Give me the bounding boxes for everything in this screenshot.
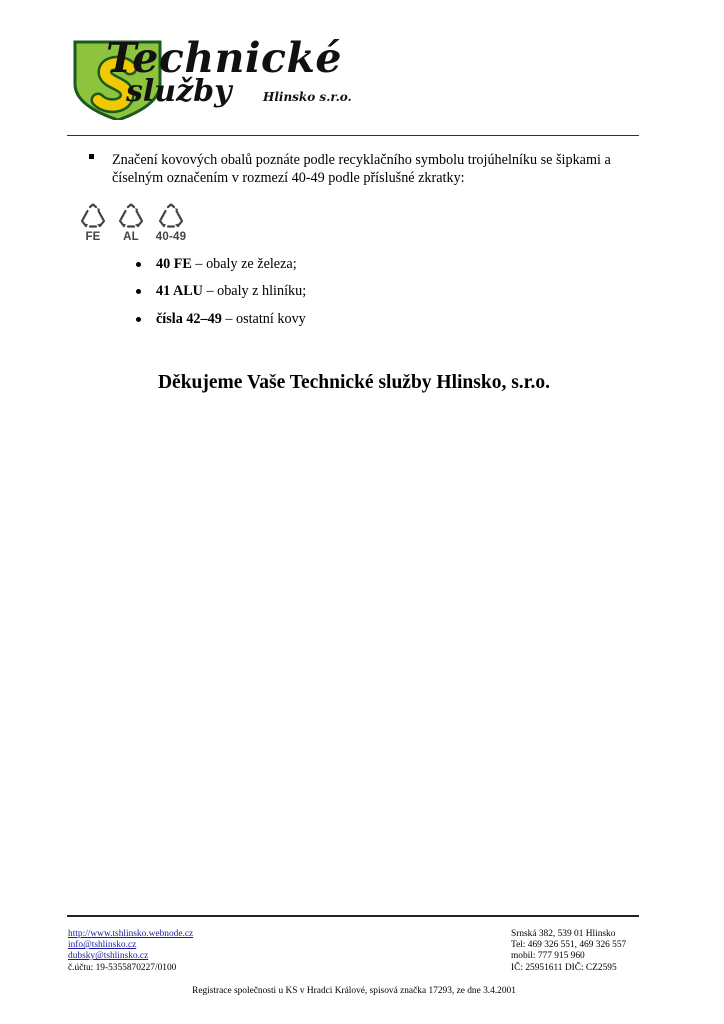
list-item-desc: – ostatní kovy: [221, 311, 306, 327]
company-ids: IČ: 25951611 DIČ: CZ2595: [511, 962, 617, 973]
recycle-label: 40-49: [155, 231, 187, 243]
footer-address: [511, 929, 626, 974]
recycle-symbol-fe: [78, 203, 108, 243]
recycle-symbol-al: [116, 203, 146, 243]
logo-suffix: Hlinsko s.r.o.: [263, 90, 352, 104]
recycle-triangle-icon: [157, 203, 185, 229]
intro-paragraph: Značení kovových obalů poznáte podle recyklačního symbolu trojúhelníku se šipkami a číselným označením v rozmezí 40-49 podle příslušné zkratky:: [112, 152, 611, 186]
recycle-triangle-icon: [117, 203, 145, 229]
list-item-code: 41 ALU: [156, 283, 203, 299]
footer-divider: [67, 915, 639, 917]
mobile-line: mobil: 777 915 960: [511, 951, 585, 962]
header-divider: [67, 135, 639, 136]
thanks-heading: Děkujeme Vaše Technické služby Hlinsko, s.r.o.: [157, 372, 551, 393]
list-item-code: 40 FE: [156, 256, 192, 272]
registration-note: Registrace společnosti u KS v Hradci Králové, spisová značka 17293, ze dne 3.4.2001: [192, 986, 516, 996]
recycle-triangle-icon: [79, 203, 107, 229]
round-bullet-icon: [136, 289, 141, 294]
round-bullet-icon: [136, 262, 141, 267]
logo-word-sluzby: služby: [126, 74, 232, 109]
footer-contacts: [68, 929, 193, 974]
bank-account: č.účtu: 19-5355870227/0100: [68, 962, 177, 973]
dubsky-email-link[interactable]: dubsky@tshlinsko.cz: [68, 951, 149, 962]
round-bullet-icon: [136, 317, 141, 322]
recycling-symbols: [78, 203, 198, 249]
logo-word-technicke: Technické: [106, 34, 343, 82]
company-logo: [72, 34, 372, 120]
square-bullet-icon: [89, 154, 94, 159]
list-item-desc: – obaly ze železa;: [191, 256, 297, 272]
address-line: Srnská 382, 539 01 Hlinsko: [511, 929, 616, 939]
recycle-label: FE: [85, 231, 101, 243]
website-link[interactable]: http://www.tshlinsko.webnode.cz: [68, 929, 194, 939]
phone-line: Tel: 469 326 551, 469 326 557: [511, 940, 627, 951]
recycle-symbol-40-49: [152, 203, 190, 243]
info-email-link[interactable]: info@tshlinsko.cz: [68, 940, 137, 951]
list-item-desc: – obaly z hliníku;: [202, 283, 307, 299]
recycle-label: AL: [123, 231, 139, 243]
list-item-code: čísla 42–49: [156, 311, 222, 327]
